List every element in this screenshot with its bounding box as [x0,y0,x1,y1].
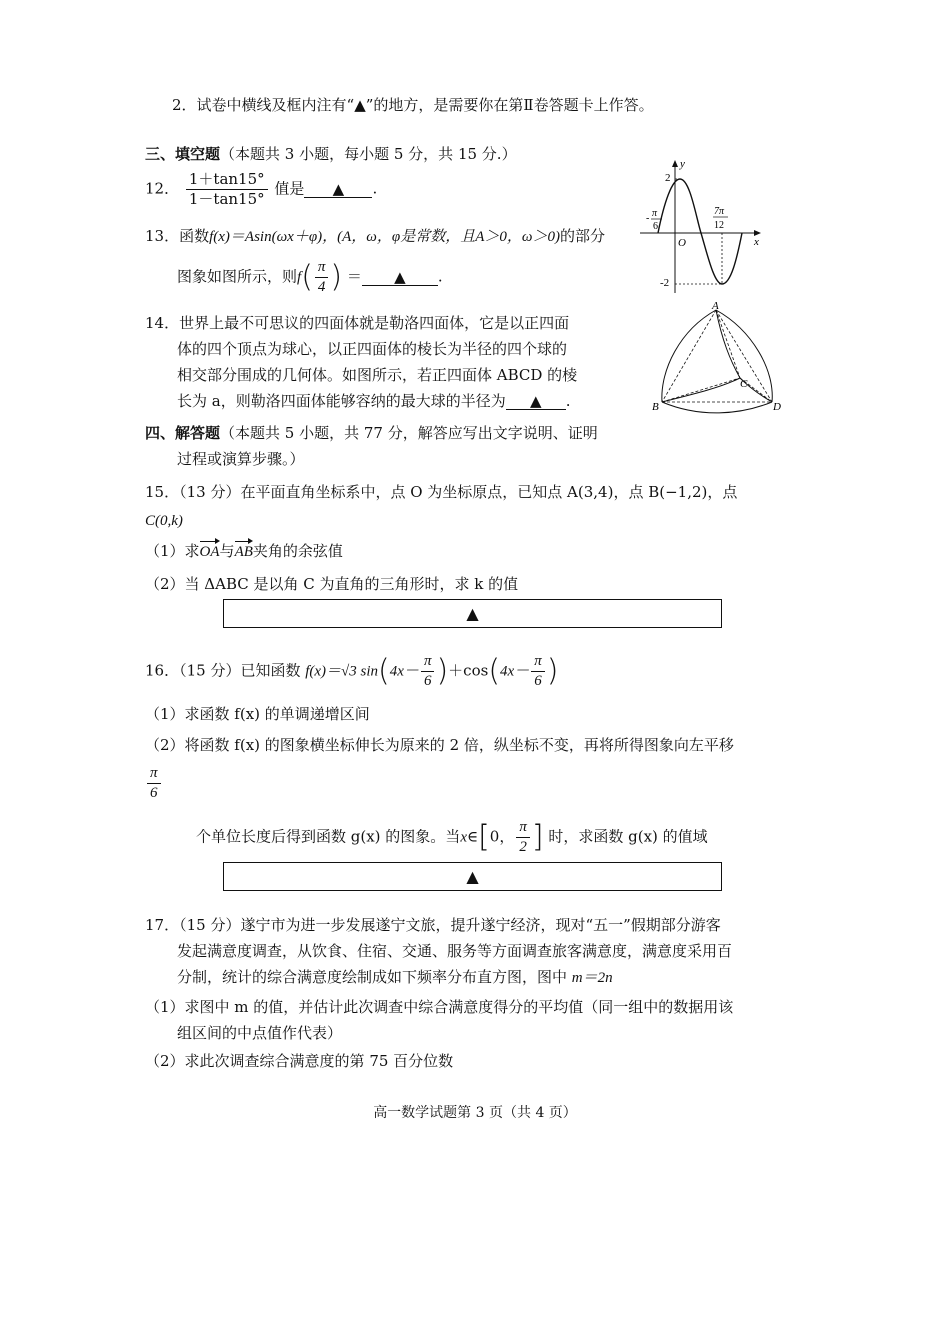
left-tick-num: π [652,208,658,219]
right-tick-den: 12 [714,220,724,231]
tan-fraction: $\frac{1+\tan 15^\circ}{1-\tan 15^\circ}$ [186,170,268,209]
section-title: 三、填空题 [145,145,221,163]
y-min-label: -2 [660,277,670,289]
left-tick-den: 6 [653,221,658,232]
question-16-part1: （1）求函数 f(x) 的单调递增区间 [145,705,370,723]
question-13-line2: 图象如图所示，则f( $\frac{\pi}{4}$ ) ＝ ▲ . [177,259,443,295]
vertex-d-label: D [773,401,781,413]
question-16-part2: （2）将函数 f(x) 的图象横坐标伸长为原来的 2 倍，纵坐标不变，再将所得图象向左平移 [145,736,734,754]
vector-oa: OA [199,544,220,560]
vertex-b-label: B [652,401,659,413]
y-max-label: 2 [665,172,671,184]
question-16: 16．（15 分）已知函数 f(x)＝√3 sin(4x－ $\frac{\pi}{6}$ )＋cos(4x－ $\frac{\pi}{6}$ ) [145,653,559,689]
section-four-heading: 四、解答题（本题共 5 小题，共 77 分，解答应写出文字说明、证明 过程或演算步骤。） [145,424,598,468]
sine-graph-figure [640,155,765,295]
right-tick-num: 7π [714,206,725,217]
question-17-part1: （1）求图中 m 的值，并估计此次调查中综合满意度得分的平均值（同一组中的数据用该 组区间的中点值作代表） [145,998,734,1042]
origin-label: O [678,237,686,249]
question-13: 13．函数f(x)＝Asin(ωx＋φ)，(A，ω，φ是常数，且A＞0，ω＞0)的部分 [145,227,605,245]
question-12: 12． $\frac{1+\tan 15^\circ}{1-\tan 15^\circ}$ 值是 ▲ . [145,170,378,208]
instruction-note: 2．试卷中横线及框内注有“▲”的地方，是需要你在第Ⅱ卷答题卡上作答。 [172,96,654,114]
vertex-a-label: A [712,300,719,312]
answer-box: ▲ [223,599,722,628]
question-16-part2-line3: 个单位长度后得到函数 g(x) 的图象。当x∈[0， $\frac{\pi}{2}$ ] 时，求函数 g(x) 的值域 [196,819,708,855]
section-desc: （本题共 3 小题，每小题 5 分，共 15 分.） [220,145,517,163]
section-three-heading [145,143,517,164]
question-15: 15．（13 分）在平面直角坐标系中，点 O 为坐标原点，已知点 A(3,4)，点 B(−1,2)，点 C(0,k) [145,483,738,529]
y-axis-label: y [680,158,685,170]
question-15-part1: （1）求OA与AB夹角的余弦值 [145,542,343,560]
answer-blank: ▲ [362,269,438,286]
x-axis-label: x [754,236,759,248]
answer-box: ▲ [223,862,722,891]
question-17: 17．（15 分）遂宁市为进一步发展遂宁文旅，提升遂宁经济，现对“五一”假期部分游客 发起满意度调查，从饮食、住宿、交通、服务等方面调查旅客满意度，满意度采用百 分制，统计的综合满意度绘制成如下频率分布直方图，图中 m＝2n [145,916,733,986]
reuleaux-tetrahedron-figure [650,300,790,415]
section-title: 四、解答题 [145,424,221,442]
sine-curve [658,179,742,284]
y-axis-arrow-icon [672,160,678,167]
vertex-c-label: C [740,378,748,390]
vector-ab: AB [234,544,253,560]
question-15-part2: （2）当 ΔABC 是以角 C 为直角的三角形时，求 k 的值 [145,575,519,593]
answer-blank: ▲ [506,393,566,410]
left-tick-sign: - [646,213,650,224]
answer-blank: ▲ [304,181,372,198]
page-footer: 高一数学试题第 3 页（共 4 页） [373,1105,577,1121]
question-17-part2: （2）求此次调查综合满意度的第 75 百分位数 [145,1052,454,1070]
shift-fraction: $\frac{\pi}{6}$ [145,764,163,803]
question-14: 14．世界上最不可思议的四面体就是勒洛四面体，它是以正四面 体的四个顶点为球心，以正四面体的棱长为半径的四个球的 相交部分围成的几何体。如图所示，若正四面体 ABCD 的棱 长为 a，则勒洛四面体能够容纳的最大球的半径为 ▲ . [145,314,578,410]
